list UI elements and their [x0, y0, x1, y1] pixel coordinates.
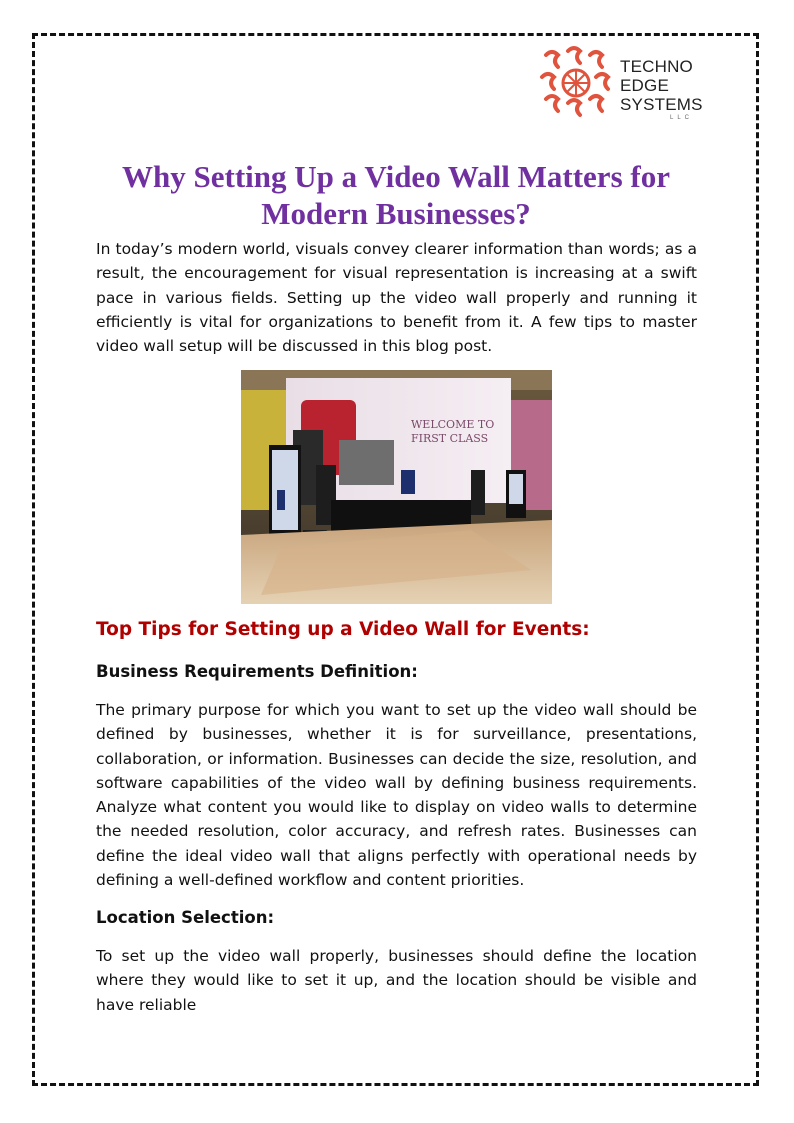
screen-text-line-2: FIRST CLASS	[411, 432, 489, 445]
logo-line-3: SYSTEMS	[620, 95, 703, 114]
intro-paragraph: In today’s modern world, visuals convey clearer information than words; as a result, the encouragement for visual representation is increasing at a swift pace in various fields. Setting up the video wall properly and running it efficiently is vital for organizations to benefit from it. A few tips to master video wall setup will be discussed in this blog post.	[96, 240, 697, 356]
logo-wordmark	[620, 57, 703, 114]
company-logo	[538, 45, 708, 125]
subsection-heading-business-requirements: Business Requirements Definition:	[96, 662, 418, 681]
logo-line-1: TECHNO	[620, 57, 693, 76]
section-heading: Top Tips for Setting up a Video Wall for Events:	[96, 619, 590, 640]
logo-suffix: LLC	[670, 115, 694, 121]
subsection-heading-location-selection: Location Selection:	[96, 908, 275, 927]
logo-mark-icon	[538, 45, 614, 121]
logo-line-2: EDGE	[620, 76, 669, 95]
hero-image	[241, 370, 552, 604]
screen-text-line-1: WELCOME TO	[411, 418, 495, 431]
location-selection-paragraph: To set up the video wall properly, businesses should define the location where they would like to set it up, and the location should be visible and have reliable	[96, 947, 697, 1014]
business-requirements-paragraph: The primary purpose for which you want to set up the video wall should be defined by businesses, whether it is for surveillance, presentations, collaboration, or information. Businesses can decide the size, resolution, and software capabilities of the video wall by defining business requirements. Analyze what content you would like to display on video walls to determine the needed resolution, color accuracy, and refresh rates. Businesses can define the ideal video wall that aligns perfectly with operational needs by defining a well-defined workflow and content priorities.	[96, 701, 697, 890]
event-stage-photo	[241, 370, 552, 604]
page-title: Why Setting Up a Video Wall Matters for Modern Businesses?	[122, 159, 670, 231]
